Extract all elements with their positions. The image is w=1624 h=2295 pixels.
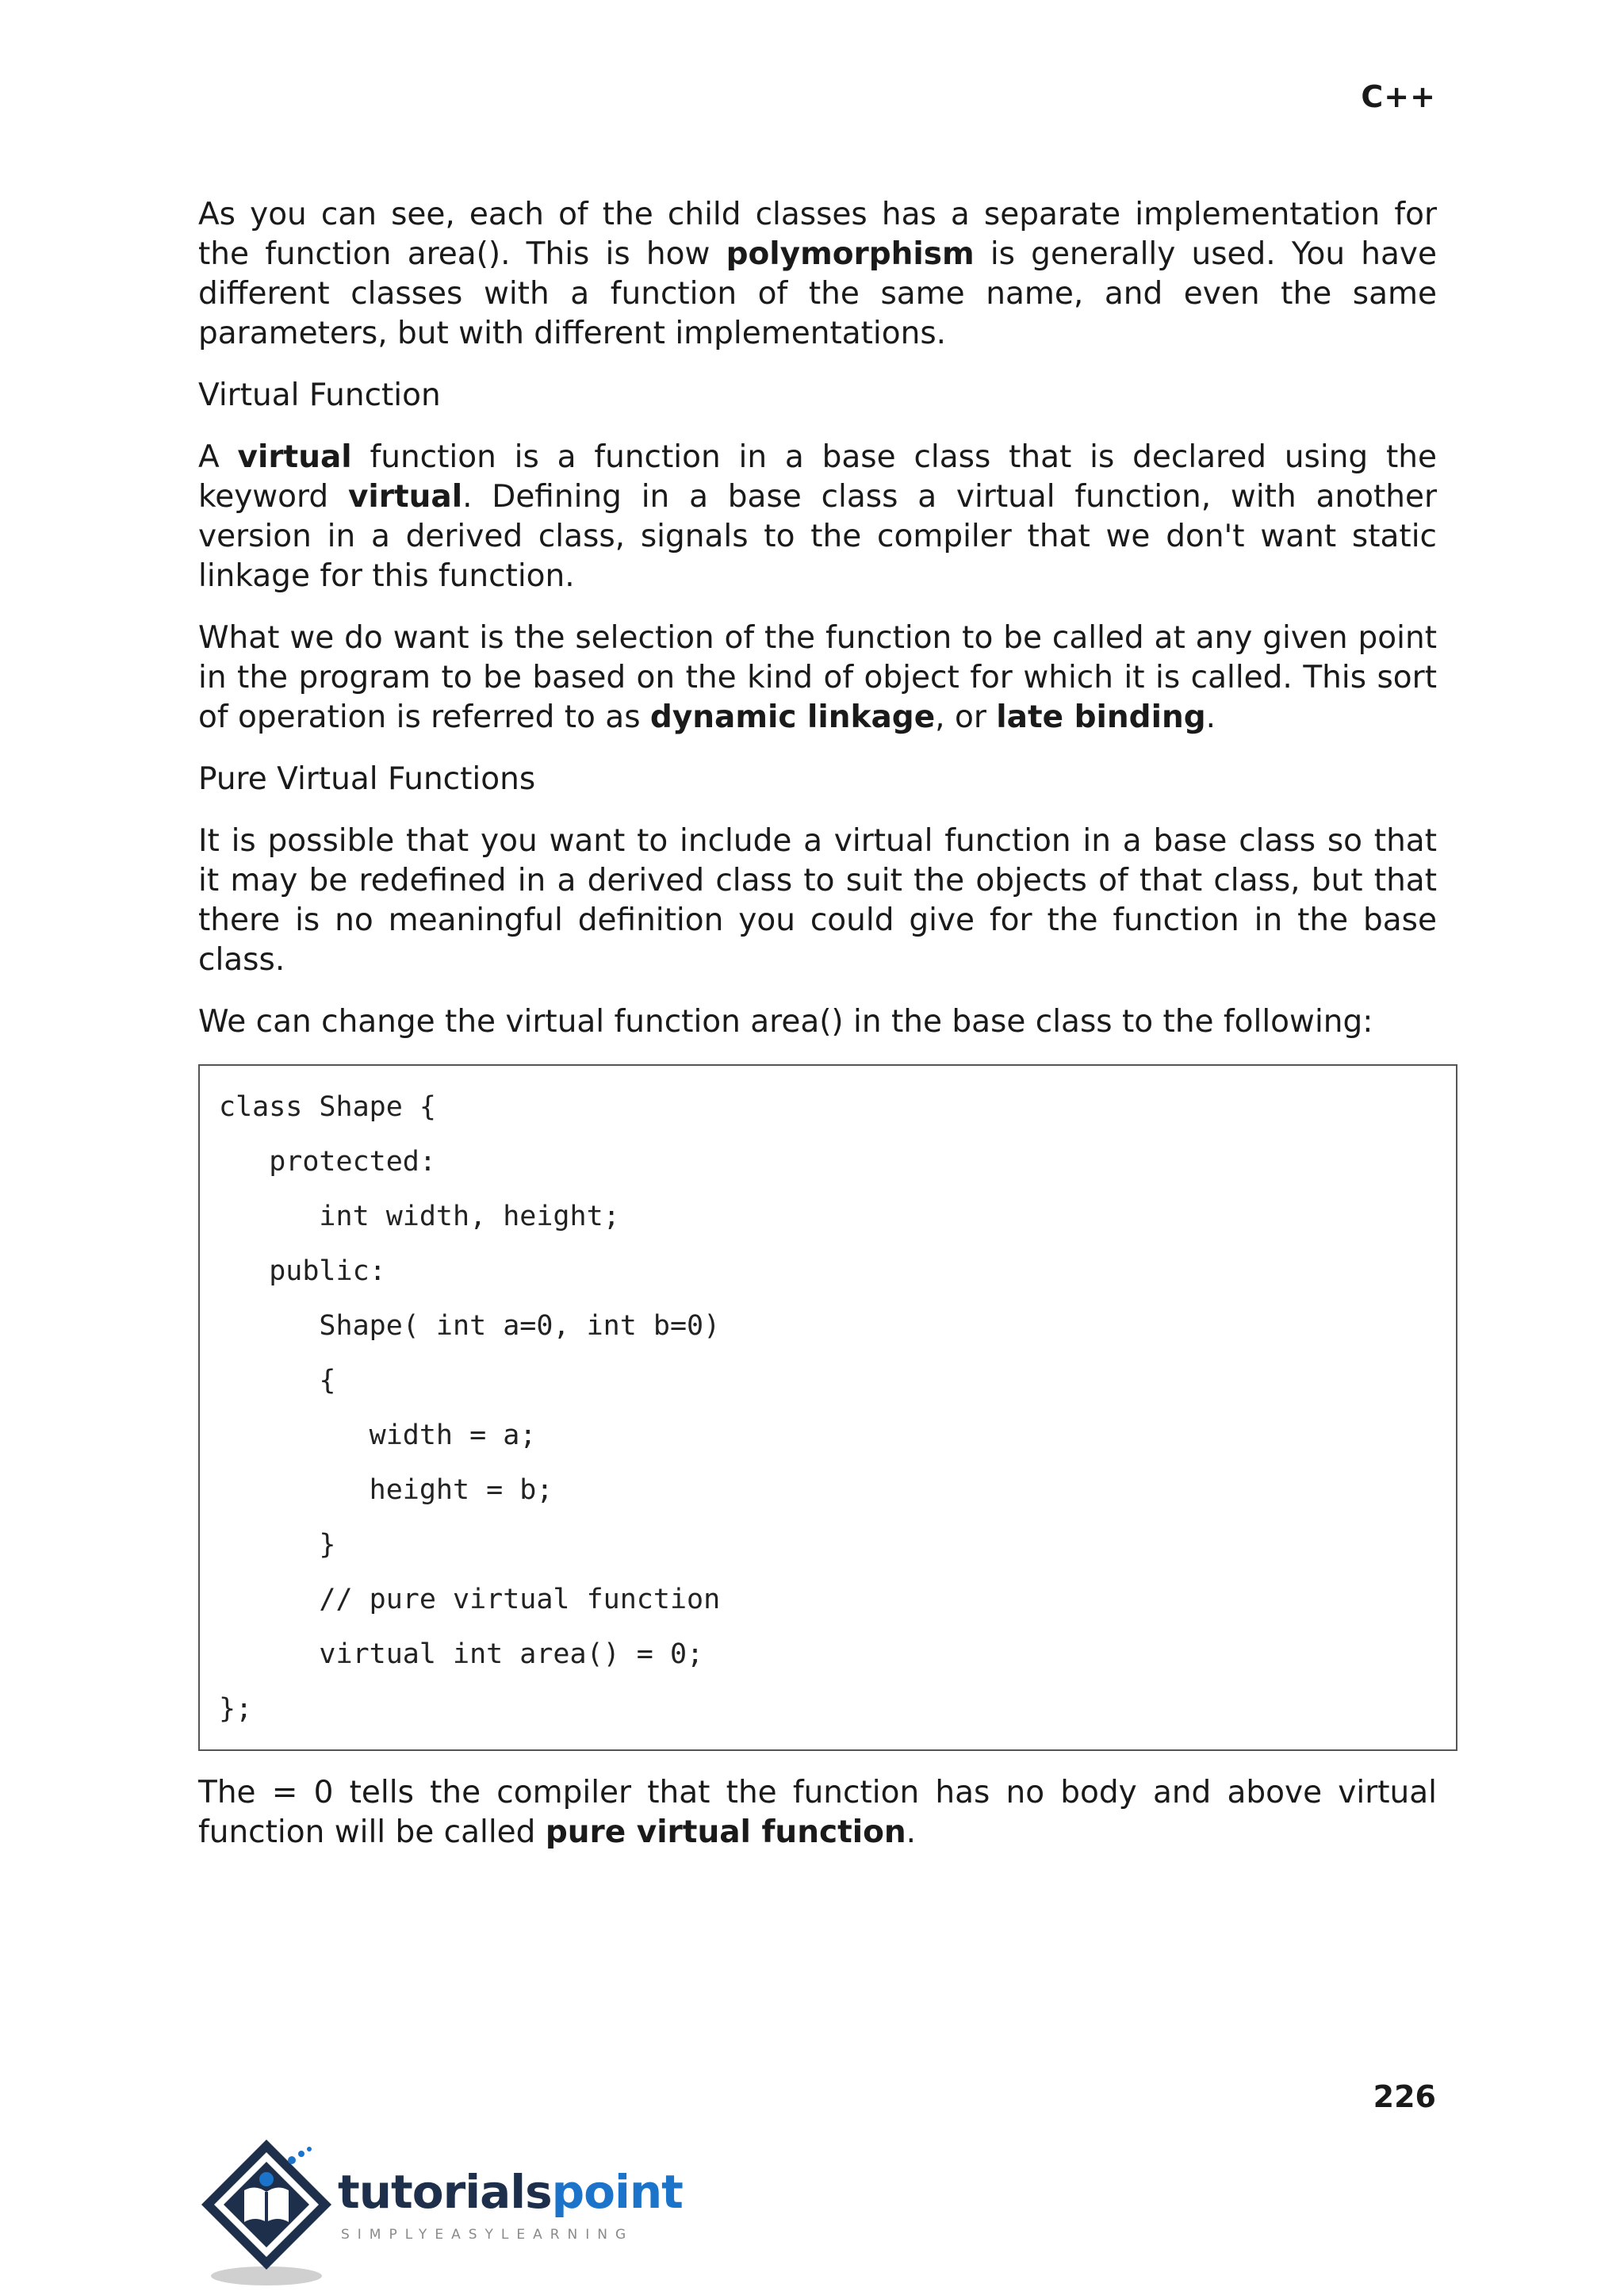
paragraph-pure-virtual-explanation: The = 0 tells the compiler that the function has no body and above virtual function will be called pure virtual function.: [198, 1775, 1437, 1850]
section-heading-virtual-function: Virtual Function: [198, 377, 441, 413]
code-line: };: [219, 1693, 253, 1725]
code-line: class Shape {: [219, 1091, 436, 1123]
paragraph-polymorphism: As you can see, each of the child classes has a separate implementation for the function area(). This is how polymorphism is generally used. You have different classes with a function of the same name, and even the same parameters, but with different implementations.: [198, 197, 1437, 351]
term-polymorphism: polymorphism: [726, 236, 975, 272]
code-line: height = b;: [219, 1474, 553, 1506]
paragraph-dynamic-linkage: What we do want is the selection of the function to be called at any given point in the program to be based on the kind of object for which it is called. This sort of operation is referred to as dynamic linkage, or late binding.: [198, 620, 1437, 735]
section-heading-pure-virtual: Pure Virtual Functions: [198, 761, 536, 797]
code-line: protected:: [219, 1146, 436, 1178]
page-header-title: C++: [1361, 79, 1436, 114]
tutorialspoint-logo: [195, 2133, 687, 2292]
code-line: public:: [219, 1255, 386, 1287]
code-line: // pure virtual function: [219, 1584, 721, 1615]
code-block: [198, 1064, 1457, 1751]
term-dynamic-linkage: dynamic linkage: [649, 699, 936, 735]
term-pure-virtual-function: pure virtual function: [545, 1814, 906, 1850]
keyword-virtual: virtual: [347, 479, 463, 515]
document-body: [198, 195, 1437, 1875]
paragraph-virtual-definition: A virtual function is a function in a base class that is declared using the keyword virtual. Defining in a base class a virtual function, with another version in a derived class, signals to the compiler that we don't want static linkage for this function.: [198, 439, 1438, 594]
page-number: 226: [1373, 2079, 1436, 2114]
paragraph-change-area: We can change the virtual function area() in the base class to the following:: [198, 1004, 1373, 1040]
code-line: int width, height;: [219, 1201, 620, 1232]
code-line: {: [219, 1365, 336, 1397]
logo-emblem-icon: [195, 2133, 354, 2292]
term-late-binding: late binding: [996, 699, 1206, 735]
term-virtual: virtual: [237, 439, 352, 475]
code-line: width = a;: [219, 1420, 537, 1451]
logo-wordmark: tutorialspoint: [338, 2165, 683, 2219]
logo-tagline: SIMPLYEASYLEARNING: [341, 2227, 634, 2243]
code-line: }: [219, 1529, 336, 1561]
code-line: virtual int area() = 0;: [219, 1638, 704, 1670]
code-line: Shape( int a=0, int b=0): [219, 1310, 721, 1342]
paragraph-pure-virtual-intro: It is possible that you want to include a virtual function in a base class so that it may be redefined in a derived class to suit the objects of that class, but that there is no meaningful definition you could give for the function in the base class.: [198, 823, 1437, 978]
